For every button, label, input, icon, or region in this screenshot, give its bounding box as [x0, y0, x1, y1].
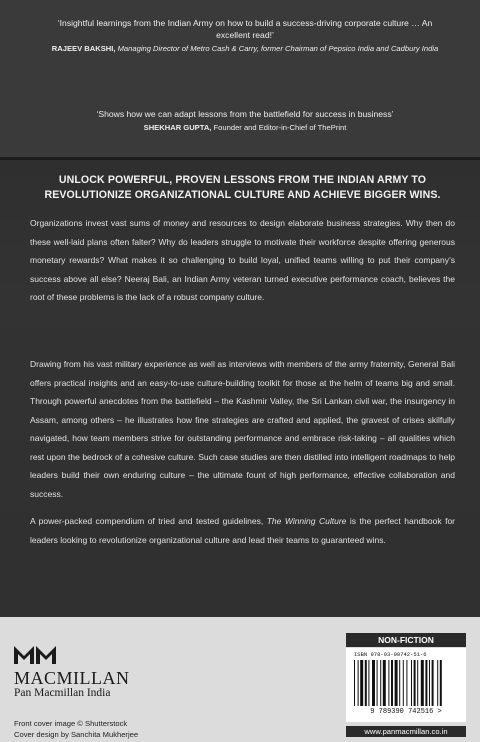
- quote-text: ‘Insightful learnings from the Indian Army on how to build a success-driving corporate culture … An excellent read!’: [57, 18, 433, 40]
- blurb-paragraph-1: Organizations invest vast sums of money and resources to design elaborate business strategies. Why then do these well-laid plans often falter? Why do leaders struggle to motivate their workforce despite offering generous monetary rewards? What makes it so challenging to build loyal, unified teams willing to put their company’s success above all else? Neeraj Bali, an Indian Army veteran turned executive performance coach, believes the root of these problems is the lack of a robust company culture.: [30, 218, 455, 302]
- review-quote-2: [40, 108, 450, 134]
- publisher-website: www.panmacmillan.co.in: [346, 726, 466, 737]
- macmillan-logo-icon: [14, 646, 56, 664]
- blurb-closing-paragraph: [30, 512, 455, 549]
- quote-author-role: Founder and Editor-in-Chief of ThePrint: [213, 123, 347, 132]
- quote-author: RAJEEV BAKSHI,: [51, 44, 116, 53]
- closing-text-before: A power-packed compendium of tried and tested guidelines,: [30, 516, 267, 526]
- publisher-name: MACMILLAN: [14, 668, 130, 688]
- quote-author: SHEKHAR GUPTA,: [143, 123, 212, 132]
- category-label: NON-FICTION: [346, 633, 466, 647]
- book-title: The Winning Culture: [266, 516, 347, 526]
- barcode-icon: [352, 660, 460, 706]
- quote-attribution: [40, 122, 450, 134]
- cover-image-credit: Front cover image © Shutterstock: [14, 719, 128, 728]
- closing-text-after: is the perfect handbook for leaders looking to revolutionize organizational culture and lead their teams to guaranteed wins.: [30, 516, 456, 545]
- quote-text: ‘Shows how we can adapt lessons from the battlefield for success in business’: [96, 109, 394, 119]
- isbn-label: ISBN 978-93-90742-51-6: [354, 651, 427, 658]
- quote-author-role: Managing Director of Metro Cash & Carry, former Chairman of Pepsico India and Cadbury India: [117, 44, 439, 53]
- blurb-headline: UNLOCK POWERFUL, PROVEN LESSONS FROM THE INDIAN ARMY TO REVOLUTIONIZE ORGANIZATIONAL CULTURE AND ACHIEVE BIGGER WINS.: [44, 174, 441, 201]
- quote-attribution: [40, 43, 450, 55]
- publisher-imprint: Pan Macmillan India: [14, 687, 111, 699]
- cover-design-credit: Cover design by Sanchita Mukherjee: [14, 730, 139, 739]
- review-quote-1: [40, 17, 450, 55]
- blurb-paragraph-2: Drawing from his vast military experience as well as interviews with members of the army fraternity, General Bali offers practical insights and an easy-to-use culture-building toolkit for those at the helm of teams big and small. Through powerful anecdotes from the battlefield – the Kashmir Valley, the Sri Lankan civil war, the insurgency in Assam, among others – he illustrates how fine strategies are crafted and applied, the gravest of crises skilfully navigated, how team members strive for outstanding performance and embrace risk-taking – all qualities which rest upon the bedrock of a cohesive culture. Such case studies are then distilled into intelligent roadmaps to help leaders build their own enduring culture – the ultimate fount of high performance, effective collaboration and success.: [30, 359, 455, 499]
- cover-credits: [14, 718, 138, 740]
- barcode-number: 9 789390 742516 >: [370, 708, 442, 716]
